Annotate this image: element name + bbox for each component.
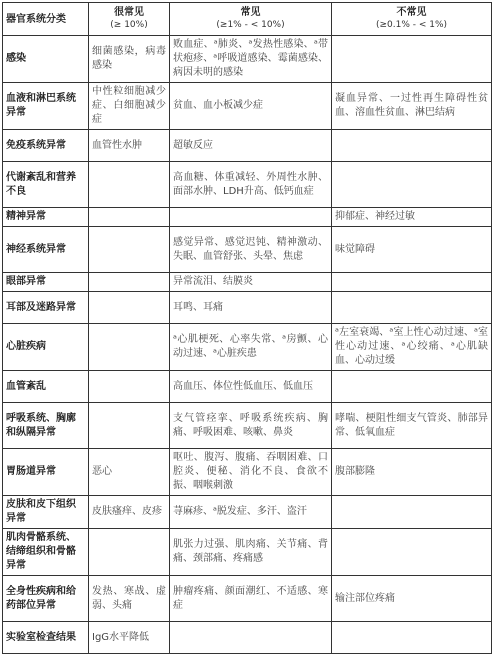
table-row [3, 208, 492, 227]
uncommon-cell: ᵃ左室衰竭、ᵃ室上性心动过速、ᵃ室性心动过速、ᵃ心绞痛、ᵃ心肌缺血、心动过缓 [332, 324, 492, 371]
uncommon-cell: 味觉障碍 [332, 227, 492, 273]
common-cell: 肿瘤疼痛、颜面潮红、不适感、寒症 [170, 576, 332, 622]
system-class-cell: 耳部及迷路异常 [3, 292, 89, 324]
uncommon-cell: 腹部膨隆 [332, 449, 492, 496]
table-row [3, 130, 492, 162]
header-range: (≥0.1% - < 1%) [375, 20, 448, 30]
very-common-cell [89, 227, 170, 273]
common-cell: 败血症、ᵃ肺炎、ᵃ发热性感染、ᵃ带状疱疹、ᵃ呼吸道感染、霉菌感染、病因未明的感染 [170, 36, 332, 83]
very-common-cell: 皮肤瘙痒、皮疹 [89, 496, 170, 529]
very-common-cell: 发热、寒战、虚弱、头痛 [89, 576, 170, 622]
system-class-cell: 代谢紊乱和营养不良 [3, 162, 89, 208]
header-system-class [3, 3, 89, 36]
table-row [3, 292, 492, 324]
common-cell: 高血压、体位性低血压、低血压 [170, 371, 332, 403]
common-cell: 支气管痉挛、呼吸系统疾病、胸痛、呼吸困难、咳嗽、鼻炎 [170, 403, 332, 449]
very-common-cell [89, 208, 170, 227]
uncommon-cell [332, 371, 492, 403]
common-cell: ᵃ心肌梗死、心率失常、ᵃ房颤、心动过速、ᵃ心脏疾患 [170, 324, 332, 371]
common-cell: 高血糖、体重减轻、外周性水肿、面部水肿、LDH升高、低钙血症 [170, 162, 332, 208]
very-common-cell [89, 324, 170, 371]
header-label: 常见 [240, 7, 261, 18]
header-range: (≥1% - < 10%) [216, 20, 285, 30]
header-uncommon [332, 3, 492, 36]
very-common-cell: 中性粒细胞减少症、白细胞减少症 [89, 83, 170, 130]
common-cell: 呕吐、腹泻、腹痛、吞咽困难、口腔炎、便秘、消化不良、食欲不振、咽喉刺激 [170, 449, 332, 496]
table-row [3, 227, 492, 273]
uncommon-cell [332, 162, 492, 208]
uncommon-cell [332, 130, 492, 162]
common-cell [170, 208, 332, 227]
uncommon-cell [332, 622, 492, 654]
uncommon-cell: 凝血异常、一过性再生障碍性贫血、溶血性贫血、淋巴结病 [332, 83, 492, 130]
very-common-cell [89, 292, 170, 324]
header-range: (≥ 10%) [110, 20, 148, 30]
table-row [3, 324, 492, 371]
table-row [3, 162, 492, 208]
adverse-reaction-table-container [2, 2, 491, 654]
table-row [3, 83, 492, 130]
uncommon-cell: 抑郁症、神经过敏 [332, 208, 492, 227]
common-cell [170, 622, 332, 654]
very-common-cell [89, 371, 170, 403]
uncommon-cell [332, 273, 492, 292]
table-row [3, 273, 492, 292]
system-class-cell: 皮肤和皮下组织异常 [3, 496, 89, 529]
common-cell: 异常流泪、结膜炎 [170, 273, 332, 292]
uncommon-cell: 输注部位疼痛 [332, 576, 492, 622]
common-cell: 耳鸣、耳痛 [170, 292, 332, 324]
very-common-cell: 细菌感染，病毒感染 [89, 36, 170, 83]
system-class-cell: 全身性疾病和给药部位异常 [3, 576, 89, 622]
system-class-cell: 神经系统异常 [3, 227, 89, 273]
very-common-cell [89, 273, 170, 292]
system-class-cell: 眼部异常 [3, 273, 89, 292]
system-class-cell: 血液和淋巴系统异常 [3, 83, 89, 130]
system-class-cell: 心脏疾病 [3, 324, 89, 371]
system-class-cell: 精神异常 [3, 208, 89, 227]
very-common-cell [89, 162, 170, 208]
very-common-cell [89, 403, 170, 449]
table-row [3, 371, 492, 403]
very-common-cell: IgG水平降低 [89, 622, 170, 654]
system-class-cell: 实验室检查结果 [3, 622, 89, 654]
table-header-row [3, 3, 492, 36]
table-row [3, 403, 492, 449]
common-cell: 贫血、血小板减少症 [170, 83, 332, 130]
system-class-cell: 呼吸系统、胸廓和纵隔异常 [3, 403, 89, 449]
uncommon-cell: 哮喘、梗阻性细支气管炎、肺部异常、低氧血症 [332, 403, 492, 449]
very-common-cell [89, 529, 170, 576]
common-cell: 肌张力过强、肌肉痛、关节痛、背痛、颈部痛、疼痛感 [170, 529, 332, 576]
header-label: 器官系统分类 [6, 13, 66, 25]
uncommon-cell [332, 36, 492, 83]
common-cell: 超敏反应 [170, 130, 332, 162]
table-row [3, 36, 492, 83]
common-cell: 荨麻疹、ᵃ脱发症、多汗、盗汗 [170, 496, 332, 529]
system-class-cell: 胃肠道异常 [3, 449, 89, 496]
very-common-cell: 恶心 [89, 449, 170, 496]
header-common [170, 3, 332, 36]
uncommon-cell [332, 292, 492, 324]
common-cell: 感觉异常、感觉迟钝、精神激动、失眠、血管舒张、头晕、焦虑 [170, 227, 332, 273]
table-row [3, 622, 492, 654]
table-row [3, 449, 492, 496]
table-row [3, 496, 492, 529]
header-very-common [89, 3, 170, 36]
uncommon-cell [332, 529, 492, 576]
adverse-reaction-table [2, 2, 492, 654]
very-common-cell: 血管性水肿 [89, 130, 170, 162]
uncommon-cell [332, 496, 492, 529]
table-row [3, 529, 492, 576]
table-row [3, 576, 492, 622]
system-class-cell: 肌肉骨骼系统、结缔组织和骨骼异常 [3, 529, 89, 576]
system-class-cell: 免疫系统异常 [3, 130, 89, 162]
header-label: 不常见 [396, 7, 427, 18]
header-label: 很常见 [114, 7, 144, 18]
system-class-cell: 感染 [3, 36, 89, 83]
system-class-cell: 血管紊乱 [3, 371, 89, 403]
